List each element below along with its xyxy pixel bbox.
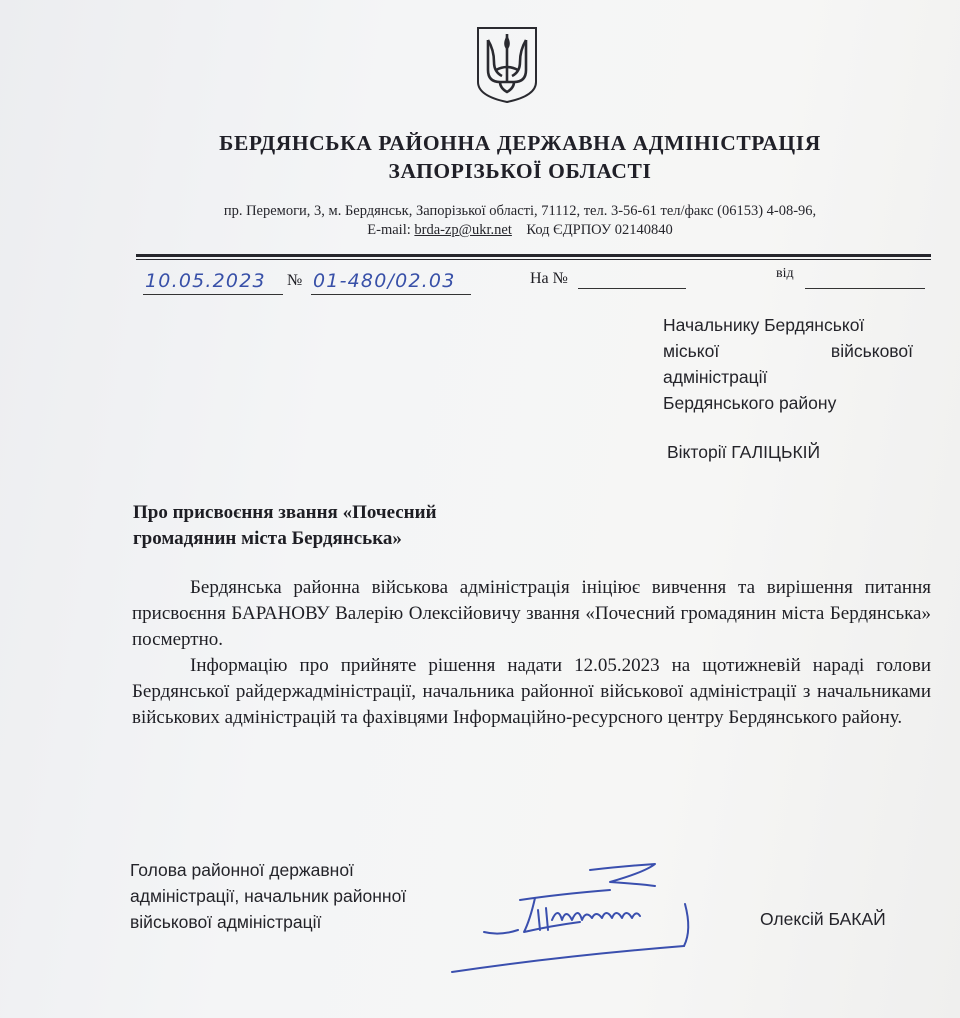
addressee-word: міської bbox=[663, 341, 720, 361]
letter-body bbox=[132, 575, 931, 731]
registration-number: 01-480/02.03 bbox=[313, 270, 456, 292]
signatory-name: Олексій БАКАЙ bbox=[760, 909, 886, 929]
signatory-title-line: військової адміністрації bbox=[130, 912, 322, 932]
addressee-line: Начальнику Бердянської bbox=[663, 315, 865, 335]
addressee-line bbox=[663, 338, 913, 364]
coat-of-arms-icon bbox=[474, 26, 540, 104]
signatory-title-line: адміністрації, начальник районної bbox=[130, 886, 407, 906]
org-name-line1: БЕРДЯНСЬКА РАЙОННА ДЕРЖАВНА АДМІНІСТРАЦІЯ bbox=[219, 131, 821, 155]
addressee-line: адміністрації bbox=[663, 367, 768, 387]
body-paragraph: Інформацію про прийняте рішення надати 12.05.2023 на щотижневій нараді голови Бердянської райдержадміністрації, начальника районної військової адміністрації з начальниками військових адміністрацій та фахівцями Інформаційно-ресурсного центру Бердянського району. bbox=[132, 655, 931, 728]
addressee-block bbox=[663, 312, 913, 416]
subject-line: Про присвоєння звання «Почесний bbox=[133, 502, 437, 523]
from-date-label: від bbox=[776, 266, 794, 281]
edrpou-code: Код ЄДРПОУ 02140840 bbox=[526, 222, 673, 238]
org-name-line2: ЗАПОРІЗЬКОЇ ОБЛАСТІ bbox=[388, 159, 652, 183]
signatory-title-line: Голова районної державної bbox=[130, 860, 354, 880]
addressee-name: Вікторії ГАЛІЦЬКІЙ bbox=[667, 442, 821, 462]
registration-date-field bbox=[143, 270, 283, 295]
header-divider-thick bbox=[136, 254, 931, 257]
registration-number-field bbox=[311, 270, 471, 295]
handwritten-signature bbox=[440, 860, 730, 980]
addressee-line: Бердянського району bbox=[663, 393, 837, 413]
body-paragraph: Бердянська районна військова адміністрація ініціює вивчення та вирішення питання присвоєння БАРАНОВУ Валерію Олексійовичу звання «Почесний громадянин міста Бердянська» посмертно. bbox=[132, 577, 931, 650]
signatory-title bbox=[130, 857, 490, 935]
email-link[interactable]: brda-zp@ukr.net bbox=[414, 222, 512, 238]
from-date-line bbox=[805, 288, 925, 289]
addressee-word: військової bbox=[830, 341, 913, 361]
registration-number-label: № bbox=[287, 272, 303, 289]
contact-line bbox=[0, 222, 960, 239]
reply-to-label: На № bbox=[530, 270, 568, 287]
email-label: E-mail: bbox=[367, 222, 411, 238]
reply-to-line bbox=[578, 288, 686, 289]
subject-line: громадянин міста Бердянська» bbox=[133, 528, 402, 549]
subject-heading bbox=[133, 500, 553, 552]
registration-date: 10.05.2023 bbox=[145, 270, 266, 292]
header-divider-thin bbox=[136, 259, 931, 260]
address-line: пр. Перемоги, 3, м. Бердянськ, Запорізької області, 71112, тел. 3-56-61 тел/факс (06153) 4-08-96, bbox=[223, 203, 817, 219]
